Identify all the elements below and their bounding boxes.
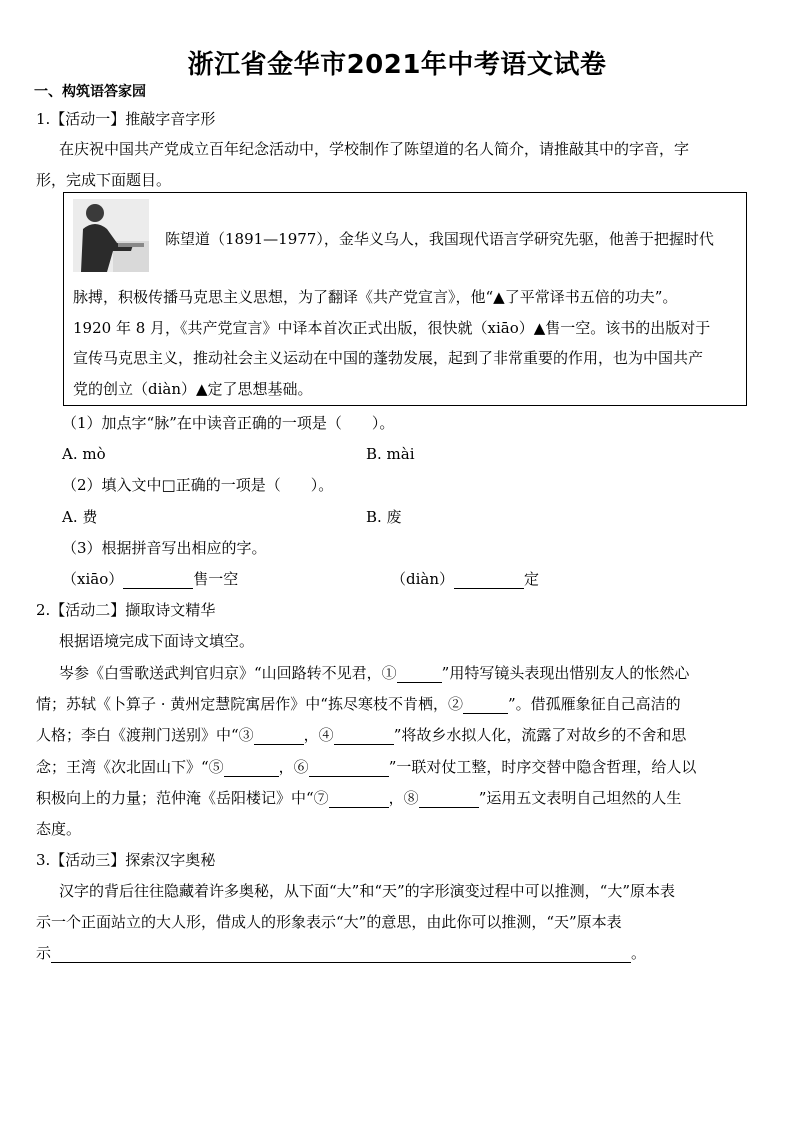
blank-2[interactable]: [463, 697, 508, 714]
page-title: 浙江省金华市2021年中考语文试卷: [187, 50, 607, 80]
q1-intro-line2: 形，完成下面题目。: [36, 171, 172, 189]
q2-intro: 根据语境完成下面诗文填空。: [59, 632, 255, 650]
q1-heading: 1.【活动一】推敲字音字形: [36, 110, 216, 128]
q1-sub3: （3）根据拼音写出相应的字。: [62, 539, 267, 557]
text: ”将故乡水拟人化，流露了对故乡的不舍和思: [393, 726, 687, 744]
text: ，⑥: [278, 758, 309, 776]
text: ”用特写镜头表现出惜别友人的怅然心: [441, 664, 690, 682]
text: ，⑧: [388, 789, 419, 807]
section-heading: 一、构筑语答家园: [34, 84, 146, 100]
q2-line2: [36, 694, 681, 714]
text: 积极向上的力量；范仲淹《岳阳楼记》中“⑦: [36, 789, 329, 807]
q1-sub2: （2）填入文中□正确的一项是（ ）。: [62, 476, 334, 494]
q3-line2: 示一个正面站立的大人形，借成人的形象表示“大”的意思，由此你可以推测，“天”原本表: [36, 913, 622, 931]
q2-line5: [36, 788, 681, 808]
blank-1[interactable]: [397, 666, 442, 683]
answer-blank[interactable]: [123, 572, 193, 589]
suffix-text: 定: [524, 570, 540, 588]
suffix-text: 售一空: [193, 570, 239, 588]
q3-line3: [36, 943, 646, 963]
blank-4[interactable]: [334, 728, 394, 745]
text: 人格；李白《渡荆门送别》中“③: [36, 726, 254, 744]
answer-blank[interactable]: [454, 572, 524, 589]
q2-heading: 2.【活动二】撷取诗文精华: [36, 601, 216, 619]
q1-sub3-right: [391, 569, 539, 589]
q1-intro-line1: 在庆祝中国共产党成立百年纪念活动中，学校制作了陈望道的名人简介，请推敲其中的字音，字: [59, 140, 690, 158]
q1-sub2-option-b: B. 废: [366, 508, 402, 526]
q1-sub3-left: [62, 569, 238, 589]
box-line4: 宣传马克思主义，推动社会主义运动在中国的蓬勃发展，起到了非常重要的作用，也为中国共产: [73, 349, 704, 367]
q3-heading: 3.【活动三】探索汉字奥秘: [36, 851, 216, 869]
text: ”一联对仗工整，时序交替中隐含哲理，给人以: [388, 758, 697, 776]
q1-sub1-option-a: A. mò: [62, 445, 106, 463]
pinyin-xiao: （xiāo）: [62, 570, 124, 588]
blank-6[interactable]: [309, 760, 389, 777]
q2-line1: [59, 663, 689, 683]
text: 岑参《白雪歌送武判官归京》“山回路转不见君，①: [59, 664, 397, 682]
q1-sub1: （1）加点字“脉”在中读音正确的一项是（ ）。: [62, 414, 395, 432]
box-line1: 陈望道（1891—1977），金华义乌人，我国现代语言学研究先驱，他善于把握时代: [165, 230, 714, 248]
blank-5[interactable]: [224, 760, 279, 777]
text: ，④: [303, 726, 334, 744]
q2-line6: 态度。: [36, 820, 82, 838]
blank-3[interactable]: [254, 728, 304, 745]
box-line5: 党的创立（diàn）▲定了思想基础。: [73, 380, 313, 398]
text: 。: [631, 944, 647, 962]
portrait-image: [73, 199, 149, 272]
text: 示: [36, 944, 52, 962]
q1-sub2-option-a: A. 费: [62, 508, 98, 526]
box-line2: 脉搏，积极传播马克思主义思想，为了翻译《共产党宣言》，他“▲了平常译书五倍的功夫”。: [73, 288, 678, 306]
text: ”。借孤雁象征自己高洁的: [507, 695, 681, 713]
text: 念；王湾《次北固山下》“⑤: [36, 758, 224, 776]
answer-blank-long[interactable]: [51, 946, 631, 963]
q2-line3: [36, 725, 686, 745]
pinyin-dian: （diàn）: [391, 570, 455, 588]
blank-8[interactable]: [419, 791, 479, 808]
q1-sub1-option-b: B. mài: [366, 445, 415, 463]
q3-line1: 汉字的背后往往隐藏着许多奥秘，从下面“大”和“天”的字形演变过程中可以推测，“大”原本表: [59, 882, 676, 900]
text: ”运用五文表明自己坦然的人生: [478, 789, 682, 807]
box-line3: 1920 年 8 月，《共产党宣言》中译本首次正式出版，很快就（xiāo）▲售一空。该书的出版对于: [73, 319, 711, 337]
blank-7[interactable]: [329, 791, 389, 808]
text: 情；苏轼《卜算子 · 黄州定慧院寓居作》中“拣尽寒枝不肯栖，②: [36, 695, 463, 713]
q2-line4: [36, 757, 696, 777]
